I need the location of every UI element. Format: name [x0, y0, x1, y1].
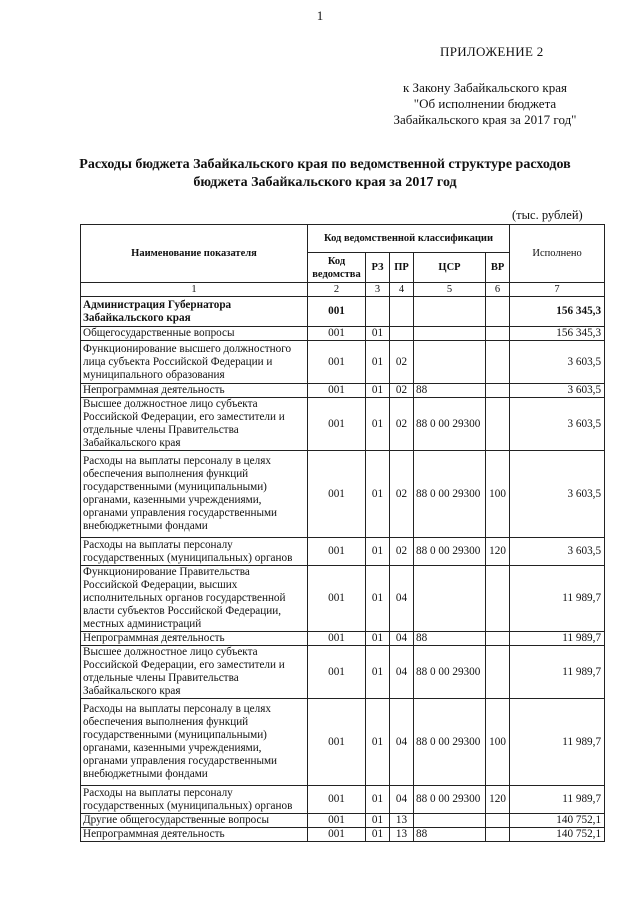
row-csr: 88 [414, 384, 486, 398]
table-row [81, 297, 605, 327]
row-pr: 04 [390, 786, 414, 814]
row-kod: 001 [308, 814, 366, 828]
column-index: 6 [486, 283, 510, 297]
table-row [81, 451, 605, 538]
row-pr: 04 [390, 566, 414, 632]
row-pr [390, 327, 414, 341]
row-executed: 11 989,7 [510, 699, 605, 786]
row-name: Расходы на выплаты персоналу государственных (муниципальных) органов [81, 786, 308, 814]
column-index: 7 [510, 283, 605, 297]
header-kod: Код ведомства [308, 253, 366, 283]
row-name: Другие общегосударственные вопросы [81, 814, 308, 828]
row-pr: 02 [390, 384, 414, 398]
row-name: Расходы на выплаты персоналу государственных (муниципальных) органов [81, 538, 308, 566]
table-row [81, 341, 605, 384]
row-executed: 3 603,5 [510, 341, 605, 384]
row-vr: 100 [486, 699, 510, 786]
column-index: 4 [390, 283, 414, 297]
row-pr: 02 [390, 341, 414, 384]
column-index: 5 [414, 283, 486, 297]
column-index: 2 [308, 283, 366, 297]
row-vr: 120 [486, 786, 510, 814]
row-vr [486, 297, 510, 327]
units-label: (тыс. рублей) [512, 208, 583, 222]
row-name: Администрация Губернатора Забайкальского края [81, 297, 308, 327]
row-executed: 11 989,7 [510, 786, 605, 814]
row-vr: 120 [486, 538, 510, 566]
column-index: 1 [81, 283, 308, 297]
row-vr [486, 327, 510, 341]
row-kod: 001 [308, 384, 366, 398]
table-row [81, 699, 605, 786]
header-classification: Код ведомственной классификации [308, 225, 510, 253]
row-csr [414, 341, 486, 384]
row-rz: 01 [366, 341, 390, 384]
row-rz: 01 [366, 566, 390, 632]
row-name: Общегосударственные вопросы [81, 327, 308, 341]
row-csr: 88 0 00 29300 [414, 451, 486, 538]
row-pr: 02 [390, 451, 414, 538]
header-executed: Исполнено [510, 225, 605, 283]
row-pr [390, 297, 414, 327]
row-executed: 156 345,3 [510, 327, 605, 341]
row-rz: 01 [366, 327, 390, 341]
row-vr: 100 [486, 451, 510, 538]
expenditure-table [80, 224, 605, 842]
row-rz: 01 [366, 786, 390, 814]
row-kod: 001 [308, 538, 366, 566]
law-reference-line: Забайкальского края за 2017 год" [393, 112, 577, 127]
table-row [81, 646, 605, 699]
row-kod: 001 [308, 341, 366, 384]
document-title [60, 156, 590, 192]
row-vr [486, 566, 510, 632]
row-csr: 88 0 00 29300 [414, 398, 486, 451]
table-row [81, 538, 605, 566]
title-line: Расходы бюджета Забайкальского края по ведомственной структуре расходов [79, 157, 571, 172]
row-name: Функционирование Правительства Российской Федерации, высших исполнительных органов государственной власти субъектов Российской Федерации, местных администраций [81, 566, 308, 632]
row-pr: 04 [390, 632, 414, 646]
row-pr: 04 [390, 699, 414, 786]
row-csr: 88 0 00 29300 [414, 786, 486, 814]
table-row [81, 398, 605, 451]
row-executed: 3 603,5 [510, 384, 605, 398]
header-rz: РЗ [366, 253, 390, 283]
row-kod: 001 [308, 327, 366, 341]
row-vr [486, 646, 510, 699]
row-vr [486, 341, 510, 384]
row-pr: 02 [390, 398, 414, 451]
row-kod: 001 [308, 566, 366, 632]
row-csr: 88 [414, 828, 486, 842]
row-csr: 88 [414, 632, 486, 646]
row-kod: 001 [308, 699, 366, 786]
row-name: Непрограммная деятельность [81, 384, 308, 398]
row-vr [486, 384, 510, 398]
row-name: Высшее должностное лицо субъекта Российской Федерации, его заместители и отдельные члены Правительства Забайкальского края [81, 398, 308, 451]
row-name: Высшее должностное лицо субъекта Российской Федерации, его заместители и отдельные члены Правительства Забайкальского края [81, 646, 308, 699]
row-executed: 156 345,3 [510, 297, 605, 327]
row-kod: 001 [308, 828, 366, 842]
table-row [81, 327, 605, 341]
page-number: 1 [316, 8, 324, 23]
row-kod: 001 [308, 632, 366, 646]
row-rz: 01 [366, 538, 390, 566]
row-kod: 001 [308, 297, 366, 327]
row-executed: 11 989,7 [510, 566, 605, 632]
law-reference-line: к Закону Забайкальского края [402, 80, 567, 95]
row-kod: 001 [308, 451, 366, 538]
header-csr: ЦСР [414, 253, 486, 283]
row-csr [414, 566, 486, 632]
header-pr: ПР [390, 253, 414, 283]
row-name: Непрограммная деятельность [81, 828, 308, 842]
row-csr: 88 0 00 29300 [414, 646, 486, 699]
header-name: Наименование показателя [81, 225, 308, 283]
row-rz: 01 [366, 828, 390, 842]
row-executed: 11 989,7 [510, 646, 605, 699]
table-row [81, 384, 605, 398]
row-csr [414, 297, 486, 327]
row-rz: 01 [366, 632, 390, 646]
row-rz: 01 [366, 699, 390, 786]
table-row [81, 814, 605, 828]
row-vr [486, 398, 510, 451]
row-executed: 140 752,1 [510, 828, 605, 842]
row-rz: 01 [366, 451, 390, 538]
row-name: Расходы на выплаты персоналу в целях обеспечения выполнения функций государственными (муниципальными) органами, казенными учреждениями, органами управления государственными внебюджетными фондами [81, 451, 308, 538]
row-executed: 3 603,5 [510, 398, 605, 451]
table-row [81, 828, 605, 842]
column-index-row [81, 283, 605, 297]
row-rz: 01 [366, 814, 390, 828]
row-csr [414, 327, 486, 341]
law-reference-line: "Об исполнении бюджета [413, 96, 557, 111]
row-name: Расходы на выплаты персоналу в целях обеспечения выполнения функций государственными (муниципальными) органами, казенными учреждениями, органами управления государственными внебюджетными фондами [81, 699, 308, 786]
row-executed: 3 603,5 [510, 538, 605, 566]
table-row [81, 566, 605, 632]
row-rz [366, 297, 390, 327]
appendix-label: ПРИЛОЖЕНИЕ 2 [440, 44, 544, 59]
row-kod: 001 [308, 398, 366, 451]
row-csr: 88 0 00 29300 [414, 699, 486, 786]
row-pr: 04 [390, 646, 414, 699]
header-vr: ВР [486, 253, 510, 283]
row-executed: 140 752,1 [510, 814, 605, 828]
row-vr [486, 814, 510, 828]
row-pr: 13 [390, 814, 414, 828]
row-csr: 88 0 00 29300 [414, 538, 486, 566]
row-kod: 001 [308, 646, 366, 699]
row-vr [486, 828, 510, 842]
row-pr: 13 [390, 828, 414, 842]
row-executed: 11 989,7 [510, 632, 605, 646]
row-rz: 01 [366, 398, 390, 451]
row-name: Функционирование высшего должностного лица субъекта Российской Федерации и муниципального образования [81, 341, 308, 384]
row-executed: 3 603,5 [510, 451, 605, 538]
row-vr [486, 632, 510, 646]
row-rz: 01 [366, 384, 390, 398]
law-reference [380, 80, 590, 128]
row-pr: 02 [390, 538, 414, 566]
title-line: бюджета Забайкальского края за 2017 год [193, 175, 457, 190]
table-row [81, 632, 605, 646]
row-kod: 001 [308, 786, 366, 814]
table-row [81, 786, 605, 814]
row-csr [414, 814, 486, 828]
row-rz: 01 [366, 646, 390, 699]
row-name: Непрограммная деятельность [81, 632, 308, 646]
column-index: 3 [366, 283, 390, 297]
